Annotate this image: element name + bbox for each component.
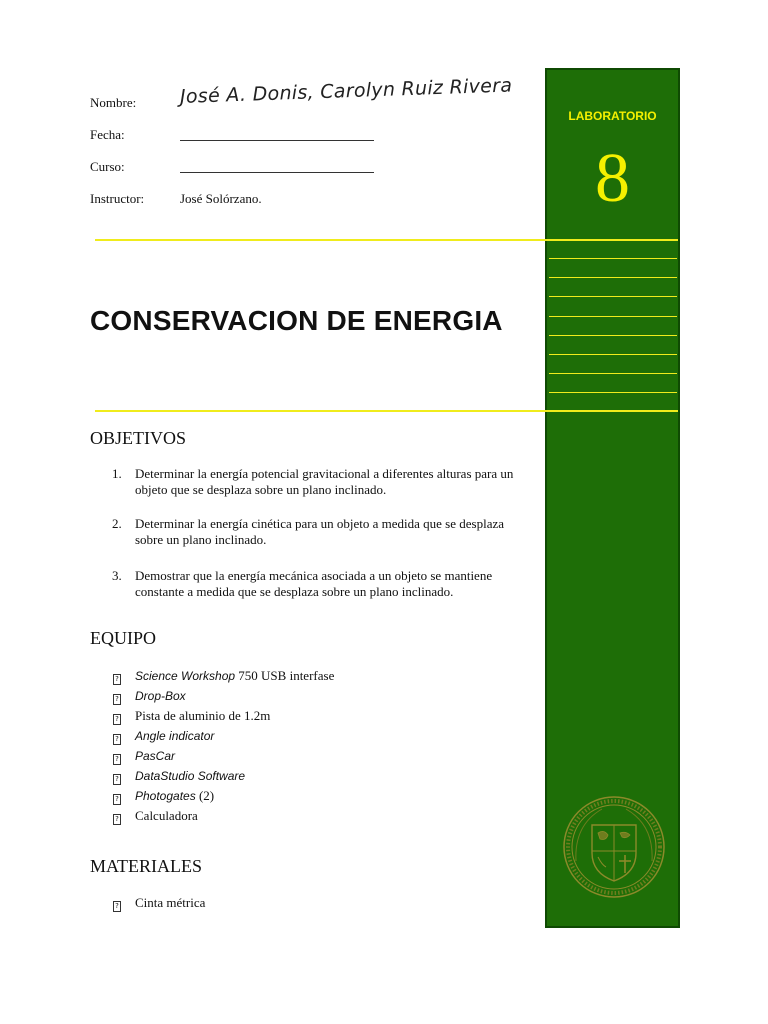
- banner-rule: [549, 354, 677, 355]
- banner-rule: [549, 373, 677, 374]
- objetivo-number: 2.: [112, 516, 122, 531]
- instructor-label: Instructor:: [90, 191, 145, 206]
- equipo-item-italic: PasCar: [135, 749, 176, 763]
- equipo-item-text: (2): [195, 788, 215, 803]
- lab-number: 8: [595, 140, 630, 217]
- objetivo-number: 3.: [112, 568, 122, 583]
- banner-rule: [549, 296, 677, 297]
- banner-rule: [549, 392, 677, 393]
- missing-glyph-box-icon: ?: [113, 694, 121, 705]
- equipo-item: [113, 688, 186, 705]
- curso-blank-line: [180, 172, 374, 173]
- missing-glyph-box-icon: ?: [113, 674, 121, 685]
- document-title: CONSERVACION DE ENERGIA: [90, 305, 503, 336]
- university-seal-icon: [562, 795, 666, 899]
- equipo-item-text: Pista de aluminio de 1.2m: [135, 708, 271, 723]
- equipo-item-italic: Science Workshop: [135, 669, 236, 683]
- objetivo-number: 1.: [112, 466, 122, 481]
- banner-rule: [549, 335, 677, 336]
- equipo-item: [113, 708, 270, 725]
- equipo-item-italic: Angle indicator: [135, 729, 215, 743]
- missing-glyph-box-icon: ?: [113, 794, 121, 805]
- missing-glyph-box-icon: ?: [113, 754, 121, 765]
- instructor-value: José Solórzano.: [180, 191, 262, 206]
- materiales-heading: MATERIALES: [90, 856, 202, 876]
- fecha-label: Fecha:: [90, 127, 125, 142]
- equipo-item-italic: Drop-Box: [135, 689, 186, 703]
- equipo-item-text: Calculadora: [135, 808, 198, 823]
- fecha-blank-line: [180, 140, 374, 141]
- banner-rule: [549, 277, 677, 278]
- equipo-item: [113, 788, 214, 805]
- banner-rule: [549, 258, 677, 259]
- equipo-item: [113, 748, 175, 765]
- missing-glyph-box-icon: ?: [113, 814, 121, 825]
- equipo-item: [113, 728, 214, 745]
- title-bottom-rule: [95, 410, 678, 412]
- lab-label: LABORATORIO: [568, 109, 657, 123]
- objetivo-text: Demostrar que la energía mecánica asociada a un objeto se mantiene constante a medida que se desplaza sobre un plano inclinado.: [135, 568, 493, 599]
- objetivos-heading: OBJETIVOS: [90, 428, 187, 448]
- objetivo-text: Determinar la energía potencial gravitacional a diferentes alturas para un objeto que se desplaza sobre un plano inclinado.: [135, 466, 514, 497]
- equipo-item-italic: Photogates: [135, 789, 196, 803]
- equipo-heading: EQUIPO: [90, 628, 156, 648]
- missing-glyph-box-icon: ?: [113, 714, 121, 725]
- title-top-rule: [95, 239, 678, 241]
- equipo-item-italic: DataStudio Software: [135, 769, 246, 783]
- banner-rule: [549, 316, 677, 317]
- materiales-item-text: Cinta métrica: [135, 895, 206, 910]
- equipo-item: [113, 808, 198, 825]
- equipo-item: [113, 668, 334, 685]
- objetivo-text: Determinar la energía cinética para un objeto a medida que se desplaza sobre un plano inclinado.: [135, 516, 505, 547]
- equipo-item-text: 750 USB interfase: [235, 668, 335, 683]
- missing-glyph-box-icon: ?: [113, 901, 121, 912]
- missing-glyph-box-icon: ?: [113, 734, 121, 745]
- missing-glyph-box-icon: ?: [113, 774, 121, 785]
- equipo-item: [113, 768, 245, 785]
- nombre-signature: José A. Donis, Carolyn Ruiz Rivera: [179, 74, 513, 108]
- nombre-label: Nombre:: [90, 95, 137, 110]
- materiales-item: [113, 895, 205, 912]
- curso-label: Curso:: [90, 159, 125, 174]
